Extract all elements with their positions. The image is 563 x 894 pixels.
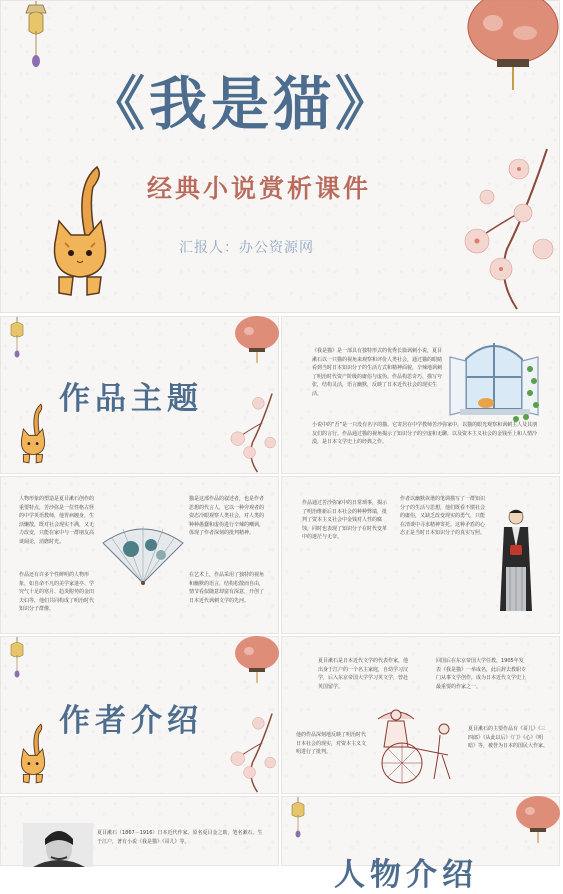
cherry-blossom-branch-icon (447, 149, 561, 314)
kimono-man-illustration (496, 507, 536, 615)
character-analysis-slide[interactable] (0, 476, 279, 634)
character-portrait-slide[interactable] (281, 476, 560, 634)
paper-lantern-icon (233, 637, 281, 685)
cherry-blossom-branch-icon (223, 393, 279, 475)
theme-slide[interactable] (0, 316, 279, 474)
rickshaw-text-bottom-right: 夏目漱石的主要作品有《哥儿》《三四郎》《从此以后》《门》《心》《明暗》等，被誉为日本的国民大作家。 (468, 726, 549, 749)
fan-left-text-2: 作品还有许多个性鲜明的人物形象，如自命不凡的美学家迷亭、学究气十足的寒月、趋炎附势的金田夫妇等，他们共同构成了明治时代知识分子群像。 (19, 572, 95, 612)
orange-cat-illustration (17, 721, 49, 787)
wind-chime-icon (21, 1, 51, 71)
cover-reporter: 汇报人：办公资源网 (179, 240, 314, 256)
author-heading: 作者介绍 (59, 703, 203, 739)
theme-text-top: 《我是猫》是一部具有独特形式的优秀长篇讽刺小说，夏目漱石以一只猫的视角来观察和评价人类社会，通过猫的眼睛看到当时日本知识分子的生活方式和精神面貌，辛辣地讽刺了明治时代资产阶级的庸俗与虚伪。作品构思奇巧，描写夸张，结构灵活，语言幽默，反映了日本近代社会的现实生活。 (312, 348, 443, 397)
open-window-illustration (446, 329, 542, 425)
character-intro-slide[interactable] (281, 796, 560, 893)
portrait-text-right: 作者以幽默诙谐的笔调描写了一群知识分子的生活与思想，他们既看不惯社会的庸俗，又缺乏改变现实的勇气，只能在清谈中寻求精神寄托。这种矛盾的心态正是当时日本知识分子的真实写照。 (400, 496, 486, 536)
paper-lantern-icon (514, 797, 562, 845)
folding-fan-illustration (101, 523, 185, 587)
orange-cat-illustration (45, 165, 115, 299)
rickshaw-text-top-right: 回国后在东京帝国大学任教，1905年发表《我是猫》一举成名，此后辞去教职专门从事文学创作，成为日本近代文学史上最重要的作家之一。 (436, 658, 527, 690)
fan-left-text-1: 人物形象的塑造是夏目漱石创作的重要特点，苦沙弥是一位性格古怪的中学英语教师，他胃病缠身，生活懒散，既对社会现实不满，又无力改变，只能在家中与一群朋友高谈阔论，消磨时光。 (19, 496, 95, 545)
wind-chime-icon (9, 317, 25, 359)
author-photo (23, 823, 93, 867)
character-heading: 人物介绍 (334, 857, 478, 893)
orange-cat-illustration (17, 401, 49, 467)
rickshaw-text-bottom-left: 他的作品深刻地反映了明治时代日本社会的现实，对资本主义文明进行了批判。 (296, 732, 367, 755)
bio-text: 夏目漱石（1867－1916）日本近代作家。原名夏目金之助，笔名漱石。生于江户，著有小说《我是猫》《哥儿》等。 (97, 830, 263, 845)
cover-title: 《我是猫》 (87, 70, 398, 138)
wind-chime-icon (9, 637, 25, 679)
fan-right-text-1: 猫是这部作品的叙述者，也是作者思想的代言人，它以一种旁观者的姿态冷眼观察人类社会，对人类的种种愚蠢和虚伪进行辛辣的嘲讽，体现了作者深刻的批判精神。 (189, 496, 265, 536)
author-slide[interactable] (0, 636, 279, 794)
cherry-blossom-branch-icon (223, 713, 279, 795)
theme-text-bottom: 小说中的“吾”是一只没有名字的猫，它寄居在中学教师苦沙弥家中，以猫的眼光观察和讽刺主人及其朋友们的言行。作品通过猫的视角揭示了知识分子的空虚和无聊，以及资本主义社会的金钱至上和人情冷漠，是日本文学史上的经典之作。 (312, 422, 538, 445)
author-rickshaw-slide[interactable] (281, 636, 560, 794)
theme-text-slide[interactable] (281, 316, 560, 474)
cover-subtitle: 经典小说赏析课件 (147, 174, 372, 203)
paper-lantern-icon (233, 317, 281, 365)
theme-heading: 作品主题 (59, 381, 203, 417)
paper-lantern-icon (463, 0, 563, 95)
portrait-text-left: 作品通过苦沙弥家中的日常琐事，揭示了明治维新后日本社会的种种弊端，批判了资本主义社会中金钱对人性的腐蚀，同时也表现了知识分子在时代变革中的迷茫与无奈。 (302, 500, 388, 540)
fan-right-text-2: 在艺术上，作品采用了独特的视角和幽默的语言，结构松散而自由，情节看似随意却富有深意，开创了日本近代讽刺文学的先河。 (189, 572, 265, 604)
wind-chime-icon (290, 797, 306, 839)
cover-slide[interactable] (0, 0, 560, 313)
author-bio-slide[interactable] (0, 796, 279, 866)
rickshaw-text-top-left: 夏目漱石是日本近代文学的代表作家，他出身于江户的一个名主家庭，自幼学习汉学，后入东京帝国大学学习英文学，曾赴英国留学。 (318, 658, 409, 690)
rickshaw-illustration (368, 699, 464, 791)
